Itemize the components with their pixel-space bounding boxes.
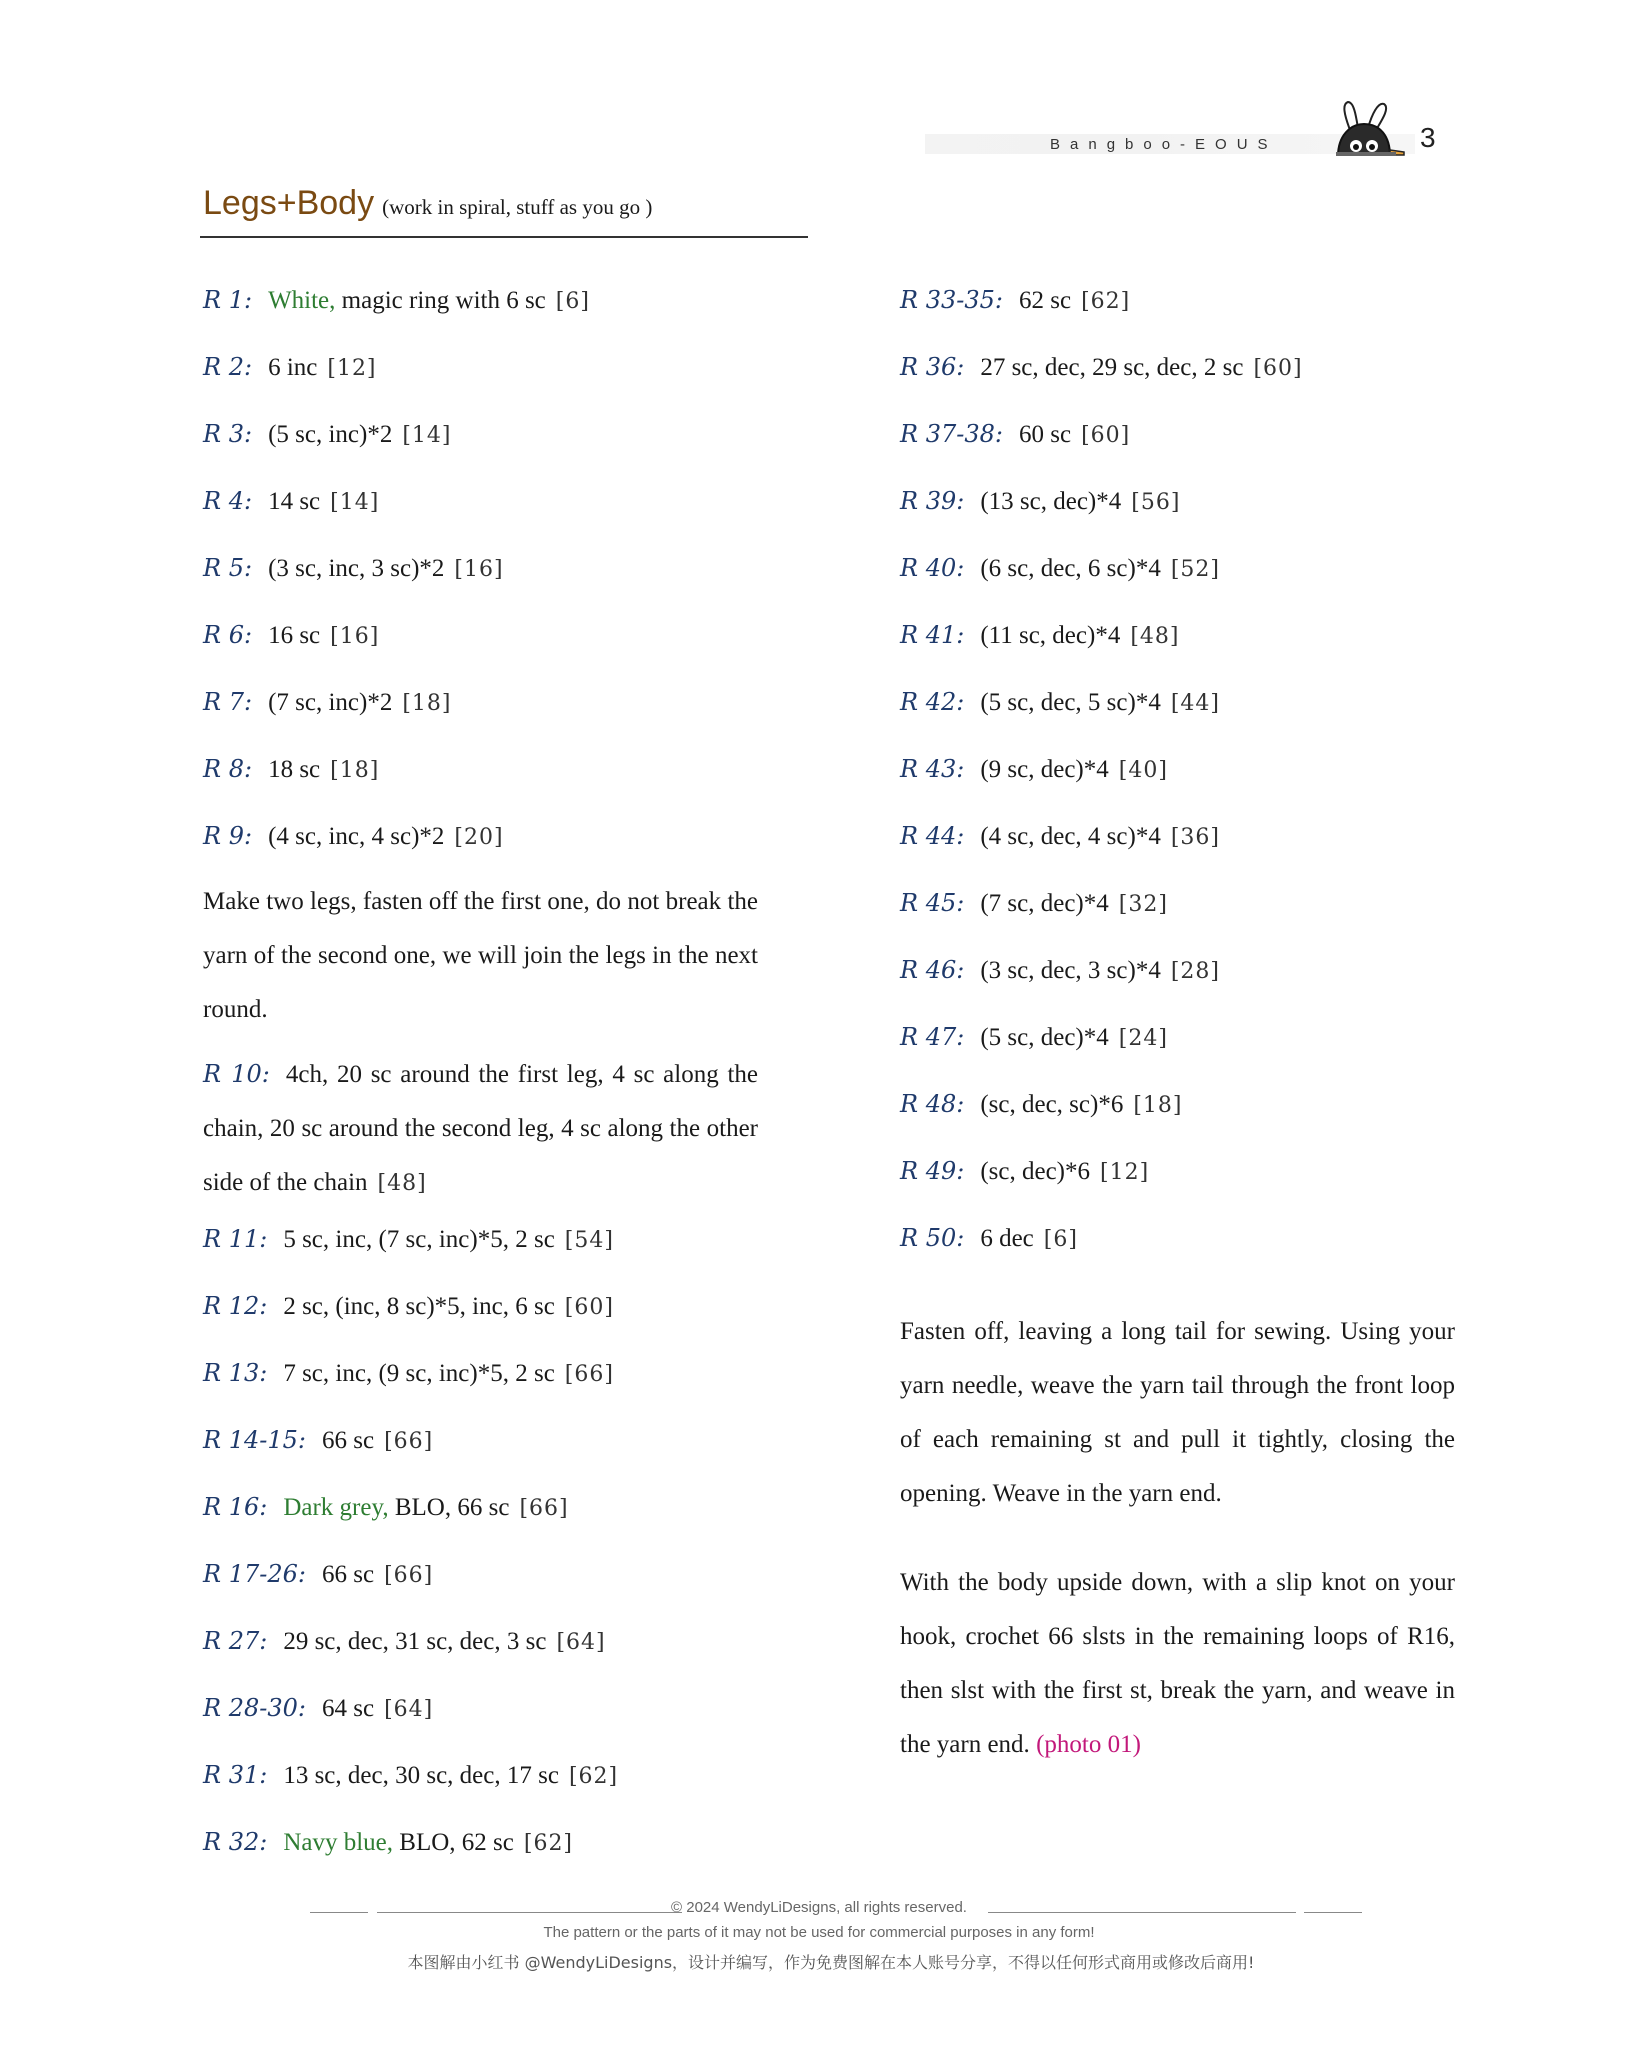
round-row (203, 1219, 758, 1286)
stitch-count: [64] (384, 1697, 434, 1722)
round-text: BLO, 62 sc (393, 1829, 514, 1856)
round-row (900, 280, 1455, 347)
round-row (203, 1621, 758, 1688)
round-label: R 42: (900, 688, 965, 716)
round-row (203, 1822, 758, 1889)
round-label: R 2: (203, 353, 253, 381)
stitch-count: [48] (1130, 624, 1180, 649)
stitch-count: [16] (330, 624, 380, 649)
round-row (900, 1084, 1455, 1151)
round-text: 6 dec (980, 1225, 1034, 1252)
round-text: (7 sc, inc)*2 (268, 689, 393, 716)
left-column (203, 280, 758, 1889)
stitch-count: [52] (1170, 557, 1220, 582)
round-text: (13 sc, dec)*4 (980, 488, 1122, 515)
footer-chinese-notice (0, 1950, 1638, 1973)
round-row (203, 1420, 758, 1487)
round-text: 4ch, 20 sc around the first leg, 4 sc along the chain, 20 sc around the second leg, 4 sc along the other side of the chain (203, 1061, 759, 1196)
round-text: 29 sc, dec, 31 sc, dec, 3 sc (283, 1628, 547, 1655)
footer-copyright: © 2024 WendyLiDesigns, all rights reserved. (671, 1899, 967, 1916)
round-label: R 43: (900, 755, 965, 783)
round-row (203, 1353, 758, 1420)
round-label: R 49: (900, 1157, 965, 1185)
round-text: 6 inc (268, 354, 318, 381)
round-label: R 5: (203, 554, 253, 582)
stitch-count: [56] (1131, 490, 1181, 515)
round-row (900, 615, 1455, 682)
round-row (900, 548, 1455, 615)
round-text: (4 sc, inc, 4 sc)*2 (268, 823, 445, 850)
round-row (900, 883, 1455, 950)
round-label: R 10: (203, 1060, 270, 1088)
title-divider (200, 236, 808, 238)
footer-notice: The pattern or the parts of it may not be used for commercial purposes in any form! (543, 1924, 1095, 1941)
round-text: 2 sc, (inc, 8 sc)*5, inc, 6 sc (283, 1293, 555, 1320)
stitch-count: [64] (556, 1630, 606, 1655)
round-label: R 45: (900, 889, 965, 917)
round-label: R 16: (203, 1493, 268, 1521)
round-label: R 13: (203, 1359, 268, 1387)
stitch-count: [12] (1100, 1160, 1150, 1185)
round-label: R 17-26: (203, 1560, 306, 1588)
stitch-count: [66] (384, 1563, 434, 1588)
stitch-count: [14] (330, 490, 380, 515)
round-row (900, 1151, 1455, 1218)
round-text: (5 sc, dec, 5 sc)*4 (980, 689, 1161, 716)
stitch-count: [62] (1081, 289, 1131, 314)
stitch-count: [18] (1133, 1093, 1183, 1118)
round-label: R 36: (900, 353, 965, 381)
round-text: BLO, 66 sc (388, 1494, 510, 1521)
round-label: R 11: (203, 1225, 268, 1253)
round-row (203, 1286, 758, 1353)
round-row (203, 615, 758, 682)
round-text: 62 sc (1018, 287, 1072, 314)
section-subtitle: (work in spiral, stuff as you go ) (382, 195, 653, 219)
round-text: (11 sc, dec)*4 (980, 622, 1121, 649)
round-text: (3 sc, inc, 3 sc)*2 (268, 555, 445, 582)
yarn-color: Dark grey, (283, 1494, 389, 1521)
round-label: R 40: (900, 554, 965, 582)
yarn-color: Navy blue, (283, 1829, 394, 1856)
stitch-count: [6] (1043, 1227, 1078, 1252)
stitch-count: [66] (384, 1429, 434, 1454)
round-label: R 41: (900, 621, 965, 649)
round-row (900, 682, 1455, 749)
stitch-count: [20] (454, 825, 504, 850)
round-label: R 4: (203, 487, 253, 515)
stitch-count: [60] (564, 1295, 614, 1320)
round-text: (sc, dec)*6 (980, 1158, 1090, 1185)
round-label: R 50: (900, 1224, 965, 1252)
stitch-count: [44] (1170, 691, 1220, 716)
stitch-count: [60] (1081, 423, 1131, 448)
round-label: R 48: (900, 1090, 965, 1118)
bunny-mascot-icon (1328, 100, 1406, 156)
stitch-count: [60] (1253, 356, 1303, 381)
round-row (203, 682, 758, 749)
photo-reference: (photo 01) (1036, 1731, 1141, 1758)
round-text: (5 sc, inc)*2 (268, 421, 393, 448)
section-title: Legs+Body (203, 184, 375, 222)
round-text: 16 sc (268, 622, 321, 649)
round-text: (4 sc, dec, 4 sc)*4 (980, 823, 1161, 850)
round-list-3 (900, 280, 1455, 1285)
footer-chinese-text: 本图解由小红书 @WendyLiDesigns，设计并编写，作为免费图解在本人账号分享，不得以任何形式商用或修改后商用! (407, 1953, 1255, 1972)
round-row (203, 280, 758, 347)
round-label: R 39: (900, 487, 965, 515)
round-text: 7 sc, inc, (9 sc, inc)*5, 2 sc (283, 1360, 555, 1387)
round-label: R 8: (203, 755, 253, 783)
round-text: 66 sc (321, 1561, 375, 1588)
brand-name: Bangboo-EOUS (1050, 136, 1278, 153)
round-row (203, 1554, 758, 1621)
round-list-1 (203, 280, 758, 883)
slip-stitch-note (900, 1556, 1455, 1772)
round-label: R 46: (900, 956, 965, 984)
round-list-2 (203, 1219, 758, 1889)
round-text: (9 sc, dec)*4 (980, 756, 1109, 783)
round-label: R 7: (203, 688, 253, 716)
stitch-count: [28] (1170, 959, 1220, 984)
round-row (203, 1688, 758, 1755)
round-label: R 33-35: (900, 286, 1003, 314)
round-text: 5 sc, inc, (7 sc, inc)*5, 2 sc (283, 1226, 555, 1253)
round-label: R 14-15: (203, 1426, 306, 1454)
round-text: 18 sc (268, 756, 321, 783)
stitch-count: [32] (1118, 892, 1168, 917)
round-text: 27 sc, dec, 29 sc, dec, 2 sc (980, 354, 1244, 381)
round-label: R 47: (900, 1023, 965, 1051)
round-row (900, 414, 1455, 481)
round-label: R 31: (203, 1761, 268, 1789)
page-number: 3 (1420, 122, 1436, 153)
round-row (900, 749, 1455, 816)
round-row (203, 1755, 758, 1822)
round-text: 66 sc (321, 1427, 375, 1454)
round-label: R 37-38: (900, 420, 1003, 448)
round-row (900, 481, 1455, 548)
round-row (900, 950, 1455, 1017)
stitch-count: [18] (402, 691, 452, 716)
round-label: R 3: (203, 420, 253, 448)
stitch-count: [18] (330, 758, 380, 783)
round-label: R 27: (203, 1627, 268, 1655)
round-row (203, 414, 758, 481)
round-label: R 6: (203, 621, 253, 649)
stitch-count: [62] (523, 1831, 574, 1856)
round-row (203, 749, 758, 816)
round-text: 13 sc, dec, 30 sc, dec, 17 sc (283, 1762, 559, 1789)
round-text: (sc, dec, sc)*6 (980, 1091, 1124, 1118)
stitch-count: [48] (377, 1171, 427, 1196)
stitch-count: [66] (564, 1362, 614, 1387)
round-row (203, 481, 758, 548)
round-label: R 12: (203, 1292, 268, 1320)
round-text: magic ring with 6 sc (335, 287, 546, 314)
stitch-count: [14] (402, 423, 452, 448)
stitch-count: [62] (568, 1764, 619, 1789)
round-label: R 1: (203, 286, 253, 314)
round-row (900, 816, 1455, 883)
stitch-count: [24] (1118, 1026, 1168, 1051)
round-row (900, 1218, 1455, 1285)
section-heading (203, 184, 652, 223)
round-text: (6 sc, dec, 6 sc)*4 (980, 555, 1161, 582)
round-text: 64 sc (321, 1695, 375, 1722)
yarn-color: White, (268, 287, 336, 314)
round-text: 60 sc (1018, 421, 1072, 448)
slip-stitch-text: With the body upside down, with a slip knot on your hook, crochet 66 slsts in the remaining loops of R16, then slst with the first st, break the yarn, and weave in the yarn end. (900, 1569, 1455, 1758)
stitch-count: [6] (555, 289, 590, 314)
round-label: R 28-30: (203, 1694, 306, 1722)
round-text: (5 sc, dec)*4 (980, 1024, 1109, 1051)
round-row (203, 548, 758, 615)
stitch-count: [54] (564, 1228, 614, 1253)
round-label: R 9: (203, 822, 253, 850)
right-column (900, 280, 1455, 1772)
stitch-count: [40] (1118, 758, 1168, 783)
stitch-count: [36] (1170, 825, 1220, 850)
round-row (900, 1017, 1455, 1084)
round-text: (3 sc, dec, 3 sc)*4 (980, 957, 1161, 984)
round-row (900, 347, 1455, 414)
stitch-count: [12] (327, 356, 377, 381)
round-label: R 44: (900, 822, 965, 850)
round-text: 14 sc (268, 488, 321, 515)
fasten-off-note: Fasten off, leaving a long tail for sewing. Using your yarn needle, weave the yarn tail through the front loop of each remaining st and pull it tightly, closing the opening. Weave in the yarn end. (900, 1318, 1455, 1507)
stitch-count: [16] (454, 557, 504, 582)
round-r10 (203, 1047, 758, 1211)
round-label: R 32: (203, 1828, 268, 1856)
round-text: (7 sc, dec)*4 (980, 890, 1109, 917)
legs-note: Make two legs, fasten off the first one, do not break the yarn of the second one, we will join the legs in the next round. (203, 888, 758, 1023)
stitch-count: [66] (519, 1496, 569, 1521)
round-row (203, 347, 758, 414)
round-row (203, 1487, 758, 1554)
round-row (203, 816, 758, 883)
